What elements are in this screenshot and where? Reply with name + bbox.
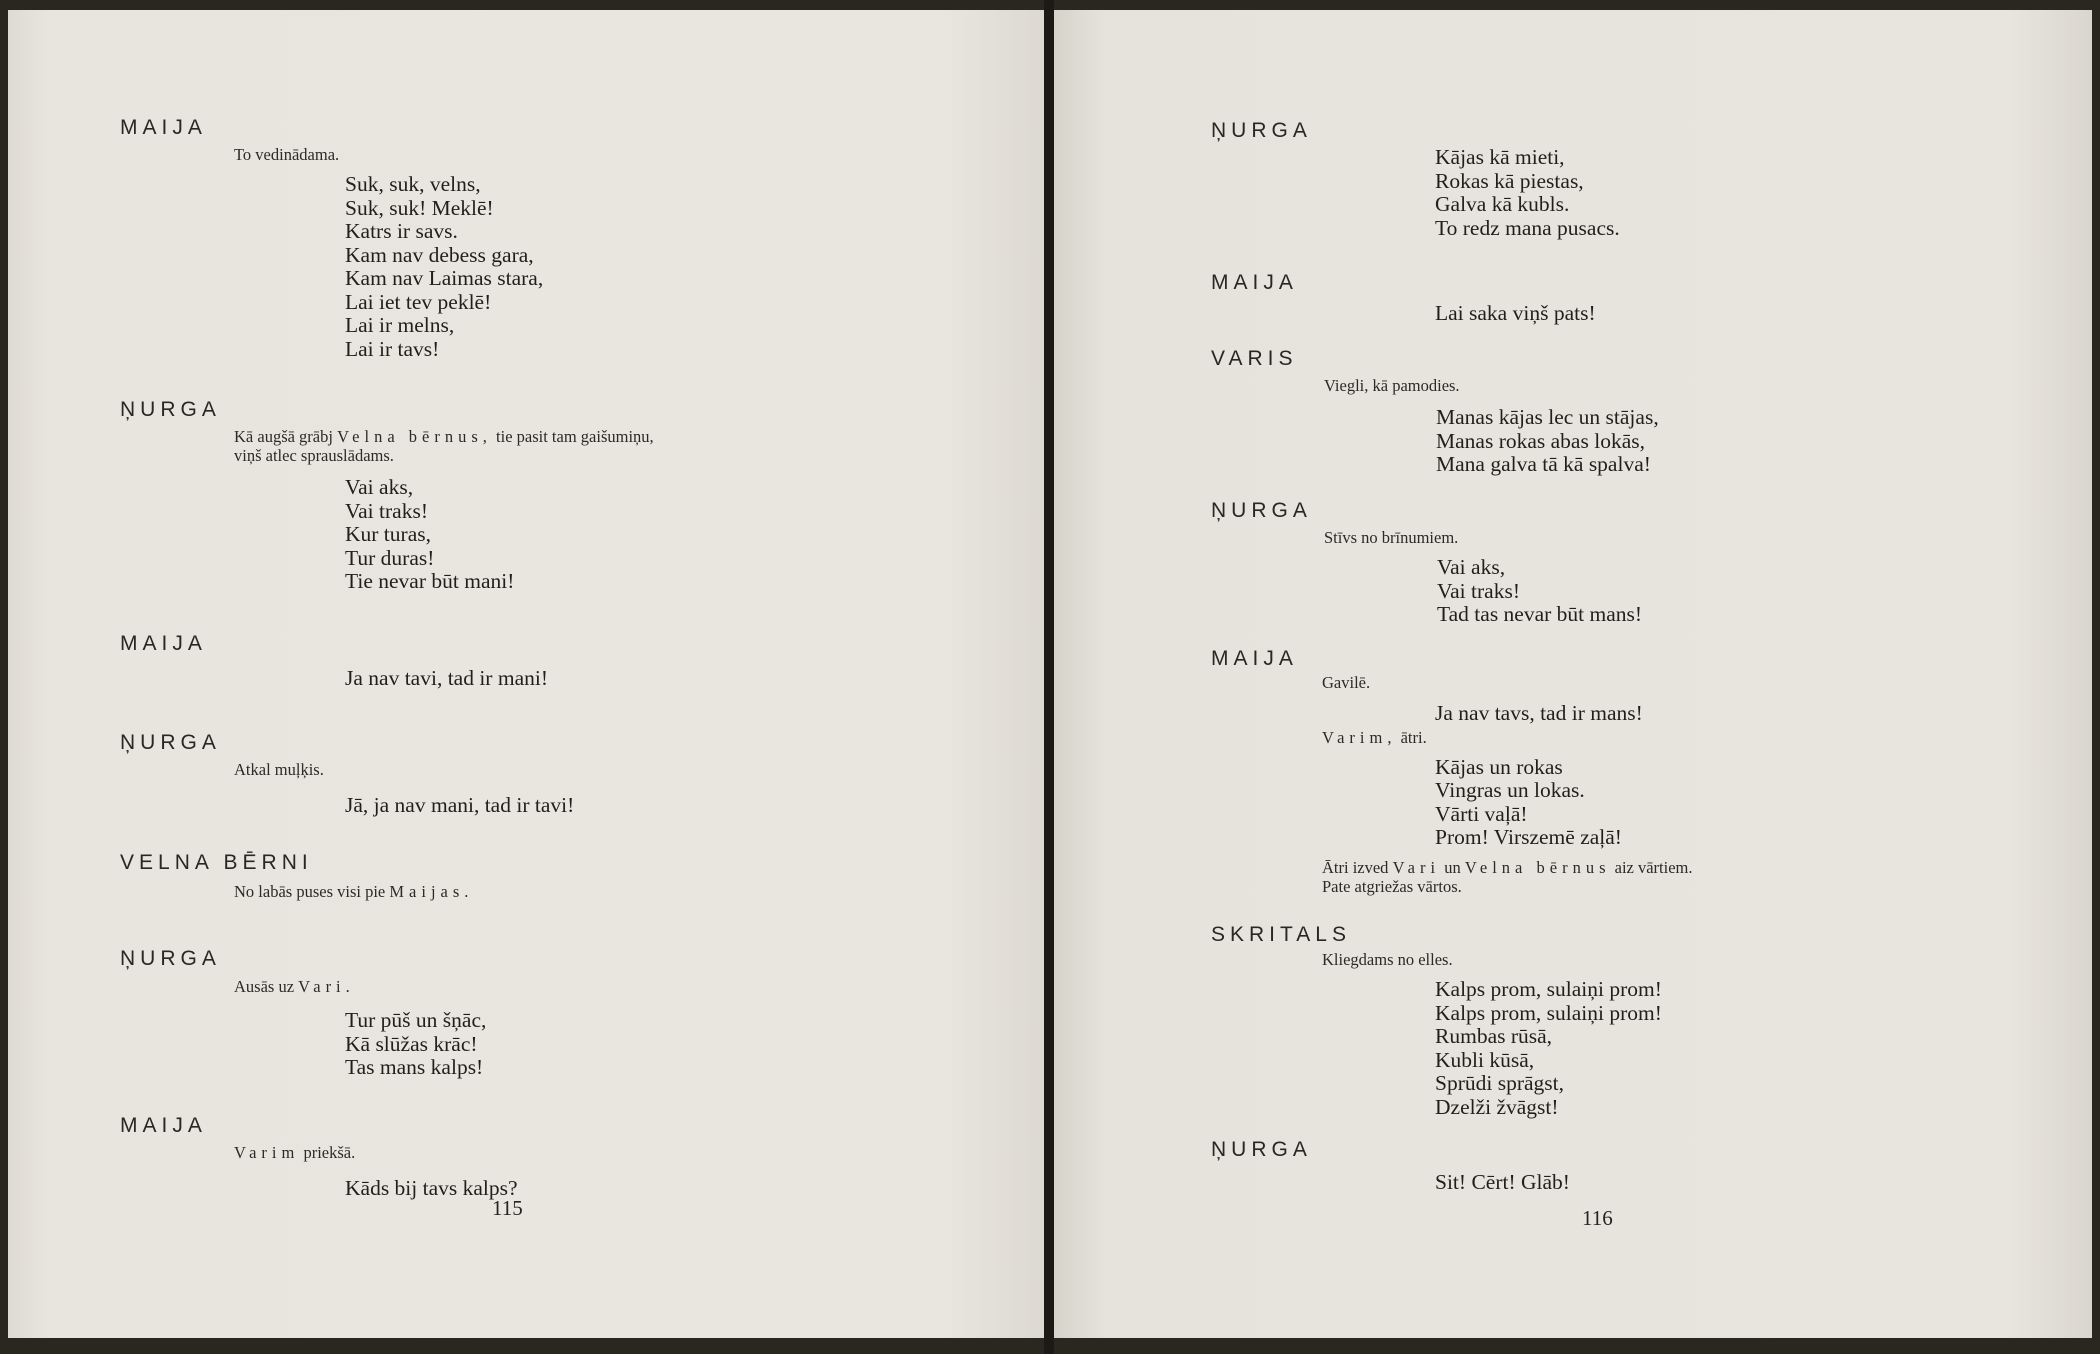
verse-line: Galva kā kubls. <box>1435 192 1570 216</box>
verse-lines <box>1435 146 2071 240</box>
stage-direction <box>234 882 1020 902</box>
verse-lines <box>1435 756 2071 850</box>
direction-emphasis: Velna bērnus, <box>337 427 492 446</box>
dialogue-block <box>1211 646 2071 916</box>
speaker-name: VARIS <box>1211 347 1298 370</box>
verse-line: Kalps prom, sulaiņi prom! <box>1435 1000 1662 1025</box>
dialogue-block <box>1211 270 2071 342</box>
stage-direction: Kliegdams no elles. <box>1322 950 1453 969</box>
verse-line: Manas rokas abas lokās, <box>1436 428 1645 453</box>
dialogue-block <box>1211 118 2071 268</box>
direction-text: Ausās uz <box>234 977 299 996</box>
verse-lines <box>345 173 1020 361</box>
verse-lines <box>1435 978 2071 1119</box>
direction-emphasis: Vari. <box>298 977 355 996</box>
verse-line: Tad tas nevar būt mans! <box>1437 602 1643 626</box>
stage-direction <box>234 427 1020 447</box>
verse-line: Manas kājas lec un stājas, <box>1436 405 1659 429</box>
verse-lines <box>1437 556 2071 627</box>
stage-direction <box>1322 858 2071 878</box>
direction-text: ātri. <box>1396 727 1427 747</box>
speaker-name: ŅURGA <box>1211 1138 1312 1161</box>
dialogue-block <box>120 946 1020 1111</box>
dialogue-block <box>120 730 1020 840</box>
verse-lines <box>1435 302 2071 326</box>
speaker-name: ŅURGA <box>120 731 221 754</box>
verse-line: Kubli kūsā, <box>1435 1047 1535 1072</box>
dialogue-block <box>120 631 1020 726</box>
verse-lines <box>345 794 1020 818</box>
verse-line: Sprūdi sprāgst, <box>1435 1071 1564 1095</box>
direction-text: un <box>1440 857 1465 877</box>
left-page <box>8 10 1044 1338</box>
direction-text: priekšā. <box>299 1143 356 1162</box>
dialogue-block <box>1211 922 2071 1137</box>
direction-emphasis: Varim, <box>1322 727 1397 747</box>
verse-line: Ja nav tavi, tad ir mani! <box>345 666 548 690</box>
verse-line: Vai aks, <box>345 475 414 499</box>
direction-text: tie pasit tam gaišumiņu, <box>491 427 654 446</box>
verse-line: Vai traks! <box>345 498 428 523</box>
right-page <box>1054 10 2092 1338</box>
book-gutter <box>1044 0 1054 1354</box>
page-number: 115 <box>492 1196 523 1220</box>
verse-lines <box>345 1009 1020 1080</box>
direction-text: No labās puses visi pie <box>234 882 390 901</box>
verse-line: Lai ir melns, <box>345 313 455 337</box>
verse-line: Prom! Virszemē zaļā! <box>1435 825 1622 849</box>
verse-line: Kāds bij tavs kalps? <box>345 1176 518 1200</box>
verse-line: Kājas kā mieti, <box>1435 145 1565 169</box>
verse-line: To redz mana pusacs. <box>1435 215 1620 240</box>
dialogue-block <box>120 397 1020 627</box>
verse-line: Sit! Cērt! Glāb! <box>1435 1170 1570 1194</box>
verse-line: Kā slūžas krāc! <box>345 1031 478 1056</box>
stage-direction <box>234 1143 1020 1163</box>
speaker-name: ŅURGA <box>1211 119 1312 142</box>
verse-lines <box>1435 1171 2071 1195</box>
direction-emphasis: Varim <box>234 1143 300 1162</box>
direction-emphasis: Vari <box>1392 857 1441 877</box>
verse-line: Rokas kā piestas, <box>1435 168 1584 193</box>
stage-direction: Pate atgriežas vārtos. <box>1322 876 1462 896</box>
direction-emphasis: Maijas. <box>389 882 474 901</box>
verse-line: Kam nav debess gara, <box>345 242 534 267</box>
verse-line: Lai saka viņš pats! <box>1435 301 1596 325</box>
speaker-name: ŅURGA <box>1211 499 1312 522</box>
verse-line: Lai ir tavs! <box>345 336 440 361</box>
verse-line: Ja nav tavs, tad ir mans! <box>1435 701 1643 725</box>
stage-direction: Stīvs no brīnumiem. <box>1324 528 1459 547</box>
verse-line: Tur duras! <box>345 545 435 570</box>
dialogue-block <box>1211 498 2071 646</box>
verse-line: Kājas un rokas <box>1435 754 1563 779</box>
stage-direction: Viegli, kā pamodies. <box>1324 376 1460 395</box>
speaker-name: VELNA BĒRNI <box>120 851 313 874</box>
stage-direction: To vedinādama. <box>234 145 340 164</box>
verse-line: Mana galva tā kā spalva! <box>1436 452 1651 476</box>
stage-direction: Gavilē. <box>1322 673 1371 692</box>
stage-direction: viņš atlec sprauslādams. <box>234 446 394 465</box>
verse-line: Vai traks! <box>1437 578 1520 603</box>
verse-line: Kalps prom, sulaiņi prom! <box>1435 977 1662 1001</box>
direction-text: aiz vārtiem. <box>1610 857 1693 877</box>
verse-line: Tas mans kalps! <box>345 1055 484 1079</box>
verse-lines <box>1436 406 2071 477</box>
verse-lines <box>345 667 1020 691</box>
stage-direction <box>234 977 1020 997</box>
verse-line: Suk, suk, velns, <box>345 172 481 196</box>
verse-line: Jā, ja nav mani, tad ir tavi! <box>345 793 575 817</box>
verse-line: Rumbas rūsā, <box>1435 1024 1553 1048</box>
speaker-name: ŅURGA <box>120 398 221 421</box>
verse-line: Kam nav Laimas stara, <box>345 266 544 290</box>
verse-line: Kur turas, <box>345 522 431 546</box>
verse-lines <box>345 476 1020 594</box>
verse-line: Dzelži žvāgst! <box>1435 1094 1559 1119</box>
direction-text: Ātri izved <box>1322 857 1393 877</box>
speaker-name: MAIJA <box>1211 271 1298 294</box>
dialogue-block <box>120 115 1020 395</box>
speaker-name: MAIJA <box>120 1114 207 1137</box>
speaker-name: MAIJA <box>120 632 207 655</box>
direction-emphasis: Velna bērnus <box>1464 857 1611 877</box>
page-number: 116 <box>1582 1206 1613 1230</box>
verse-lines <box>345 1177 1020 1201</box>
direction-text: Kā augšā grābj <box>234 427 338 446</box>
verse-line: Vingras un lokas. <box>1435 778 1585 802</box>
stage-direction <box>1322 728 2071 748</box>
dialogue-block <box>1211 346 2071 494</box>
verse-line: Lai iet tev peklē! <box>345 289 492 314</box>
speaker-name: MAIJA <box>120 116 207 139</box>
speaker-name: MAIJA <box>1211 647 1298 670</box>
speaker-name: SKRITALS <box>1211 923 1351 946</box>
verse-line: Tie nevar būt mani! <box>345 569 515 593</box>
speaker-name: ŅURGA <box>120 947 221 970</box>
dialogue-block <box>1211 1137 2071 1195</box>
dialogue-block <box>120 850 1020 936</box>
verse-line: Katrs ir savs. <box>345 219 458 243</box>
verse-line: Suk, suk! Meklē! <box>345 195 494 220</box>
verse-line: Vai aks, <box>1437 555 1506 579</box>
verse-line: Vārti vaļā! <box>1435 801 1528 826</box>
verse-line: Tur pūš un šņāc, <box>345 1008 487 1032</box>
verse-lines <box>1435 702 2071 726</box>
stage-direction: Atkal muļķis. <box>234 760 324 779</box>
dialogue-block <box>120 1113 1020 1201</box>
